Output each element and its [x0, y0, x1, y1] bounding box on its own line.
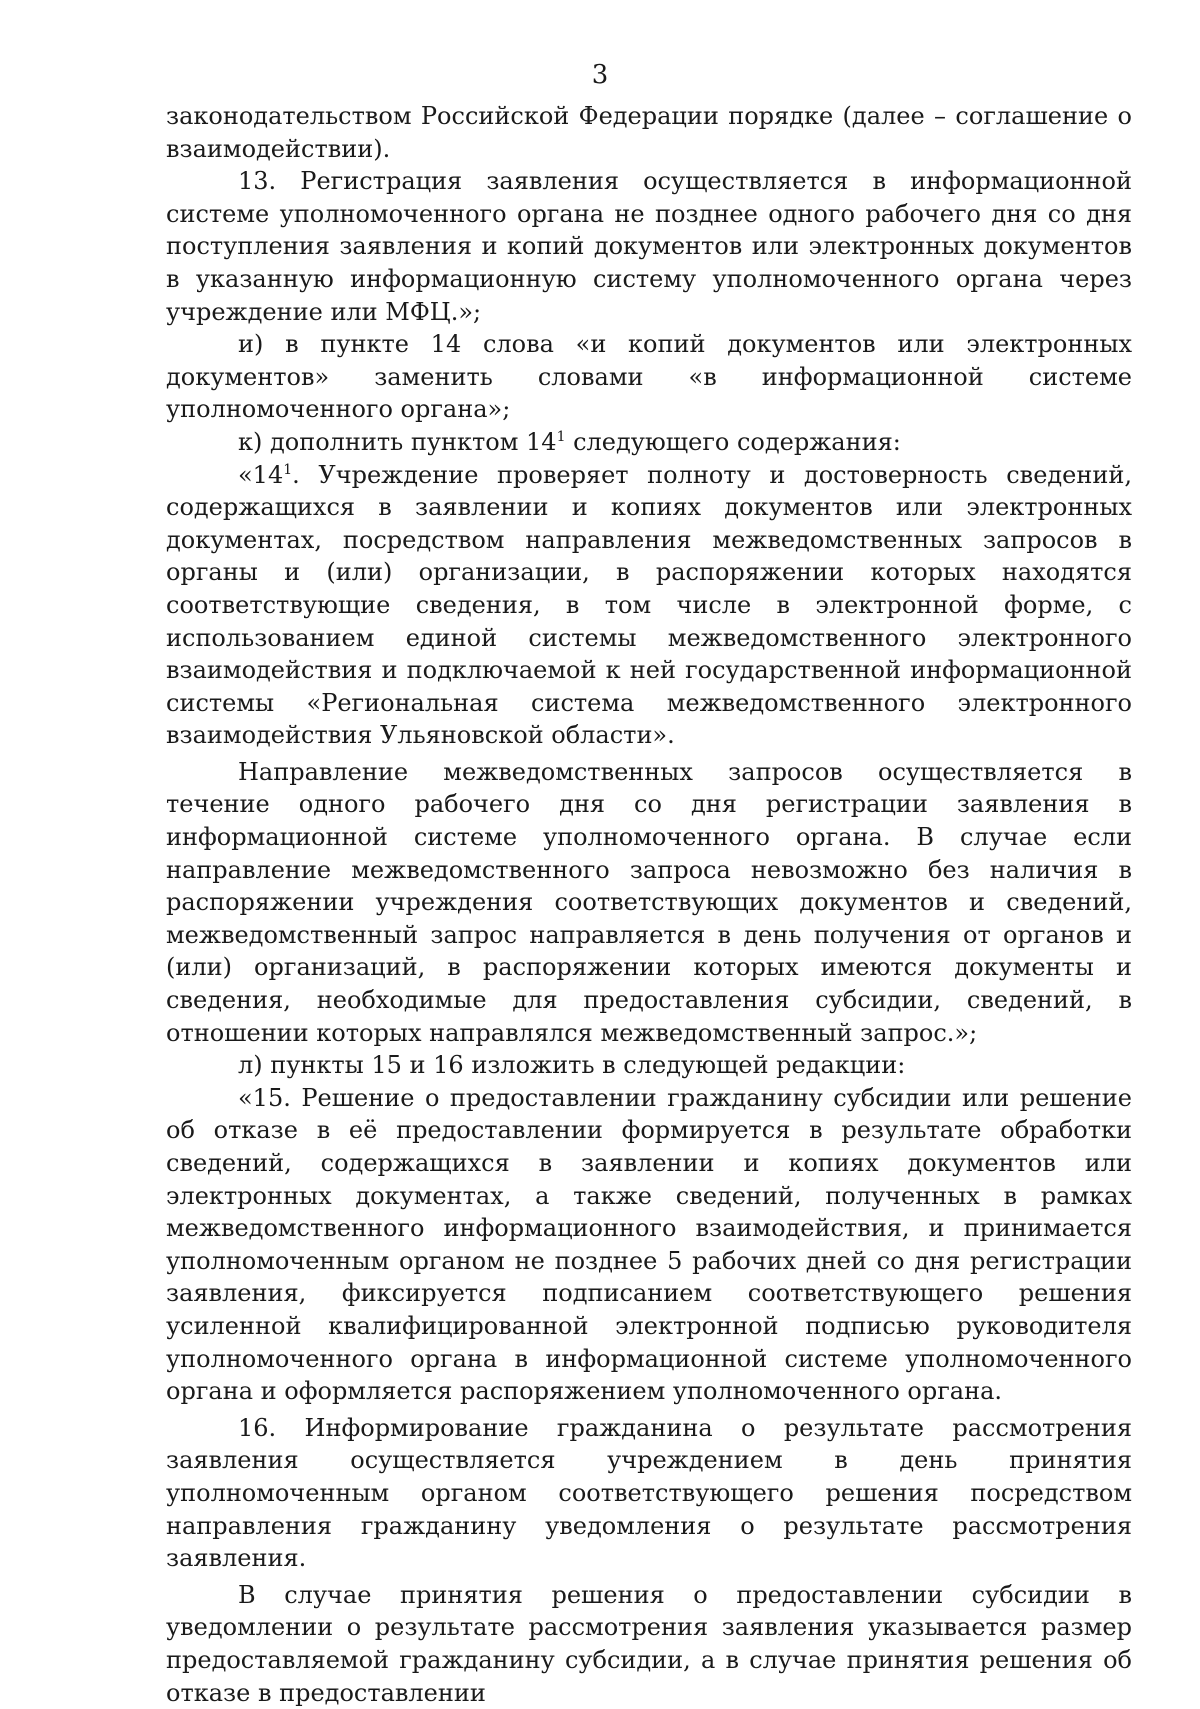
superscript-1: 1 [283, 461, 293, 478]
paragraph-interagency-requests: Направление межведомственных запросов осуществляется в течение одного рабочего дня со дня регистрации заявления в информационной системе уполномоченного органа. В случае если направление межведомственного запроса невозможно без наличия в распоряжении учреждения соответствующих документов и сведений, межведомственный запрос направляется в день получения от органов и (или) организаций, в распоряжении которых имеются документы и сведения, необходимые для предоставления субсидии, сведений, в отношении которых направлялся межведомственный запрос.»; [166, 757, 1132, 1047]
amendment-k-text-after: следующего содержания: [565, 427, 901, 456]
page-number: 3 [591, 60, 609, 90]
amendment-k-text-before: к) дополнить пунктом 14 [238, 427, 557, 456]
paragraph-amendment-i: и) в пункте 14 слова «и копий документов или электронных документов» заменить словами «в информационной системе уполномоченного органа»; [166, 330, 1132, 424]
paragraph-item-14-1 [166, 459, 1132, 752]
paragraph-item-15: «15. Решение о предоставлении гражданину субсидии или решение об отказе в её предоставлении формируется в результате обработки сведений, содержащихся в заявлении и копиях документов или электронных документах, а также сведений, полученных в рамках межведомственного информационного взаимодействия, и принимается уполномоченным органом не позднее 5 рабочих дней со дня регистрации заявления, фиксируется подписанием соответствующего решения усиленной квалифицированной электронной подписью руководителя уполномоченного органа в информационной системе уполномоченного органа и оформляется распоряжением уполномоченного органа. [166, 1083, 1132, 1406]
paragraph-amendment-k [166, 426, 1132, 459]
item-14-1-text-after: . Учреждение проверяет полноту и достоверность сведений, содержащихся в заявлении и копиях документов или электронных документах, посредством направления межведомственных запросов в органы и (или) организации, в распоряжении которых находятся соответствующие сведения, в том числе в электронной форме, с использованием единой системы межведомственного электронного взаимодействия и подключаемой к ней государственной информационной системы «Региональная система межведомственного электронного взаимодействия Ульяновской области». [166, 460, 1132, 750]
document-body [166, 100, 1132, 1709]
paragraph-continuation: законодательством Российской Федерации порядке (далее – соглашение о взаимодействии). [166, 102, 1132, 163]
superscript-1: 1 [556, 428, 566, 445]
paragraph-item-16: 16. Информирование гражданина о результате рассмотрения заявления осуществляется учреждением в день принятия уполномоченным органом соответствующего решения посредством направления гражданину уведомления о результате рассмотрения заявления. [166, 1413, 1132, 1573]
paragraph-amendment-l: л) пункты 15 и 16 изложить в следующей редакции: [238, 1051, 906, 1080]
paragraph-notification: В случае принятия решения о предоставлении субсидии в уведомлении о результате рассмотрения заявления указывается размер предоставляемой гражданину субсидии, а в случае принятия решения об отказе в предоставлении [166, 1580, 1132, 1707]
paragraph-item-13: 13. Регистрация заявления осуществляется в информационной системе уполномоченного органа не позднее одного рабочего дня со дня поступления заявления и копий документов или электронных документов в указанную информационную систему уполномоченного органа через учреждение или МФЦ.»; [166, 167, 1132, 326]
item-14-1-text-before: «14 [238, 460, 284, 489]
